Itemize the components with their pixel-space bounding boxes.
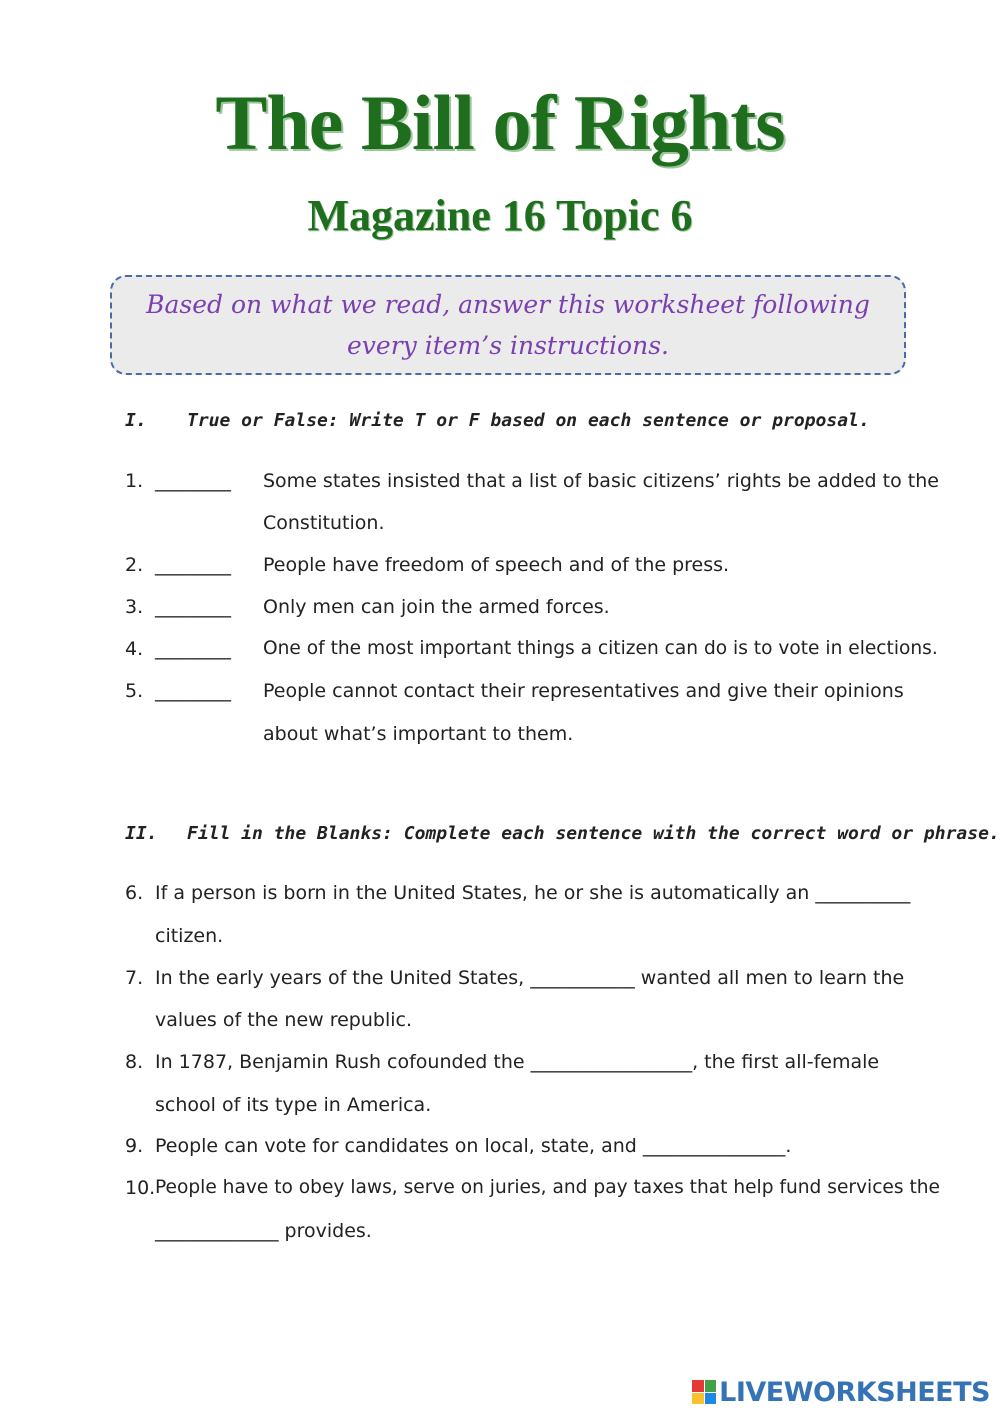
item-text[interactable]: People can vote for candidates on local, state, and _______________. <box>155 1135 792 1157</box>
item-number: 6. <box>125 882 144 904</box>
item-text-continued: school of its type in America. <box>155 1094 432 1116</box>
instruction-line-2: every item’s instructions. <box>346 331 669 360</box>
item-number: 8. <box>125 1051 144 1073</box>
answer-blank[interactable]: ________ <box>155 554 231 576</box>
item-text: Only men can join the armed forces. <box>263 596 610 618</box>
page-subtitle: Magazine 16 Topic 6 <box>307 191 693 240</box>
logo-grid-icon <box>692 1380 716 1404</box>
answer-blank[interactable]: ________ <box>155 596 231 618</box>
instruction-text <box>146 284 870 366</box>
section-2-number: II. <box>125 823 158 844</box>
item-text: People have freedom of speech and of the press. <box>263 554 730 576</box>
item-text: People cannot contact their representatives and give their opinions <box>263 680 904 702</box>
item-number: 4. <box>125 638 144 660</box>
instruction-box <box>110 275 906 375</box>
item-text: People have to obey laws, serve on juries, and pay taxes that help fund services the <box>155 1177 940 1198</box>
item-text-continued: Constitution. <box>263 512 385 534</box>
liveworksheets-logo[interactable] <box>692 1376 990 1408</box>
section-2-title: Fill in the Blanks: Complete each sentence with the correct word or phrase. <box>187 823 1000 844</box>
item-text-continued[interactable]: _____________ provides. <box>155 1220 372 1242</box>
item-text[interactable]: If a person is born in the United States, he or she is automatically an __________ <box>155 882 911 904</box>
item-text-continued: citizen. <box>155 925 224 947</box>
answer-blank[interactable]: ________ <box>155 470 231 492</box>
item-text: One of the most important things a citizen can do is to vote in elections. <box>263 638 938 659</box>
page-title: The Bill of Rights <box>215 79 785 166</box>
item-number: 10. <box>125 1177 156 1199</box>
section-2-heading <box>125 823 1000 844</box>
item-text-continued: about what’s important to them. <box>263 723 574 745</box>
section-1-heading <box>125 410 870 431</box>
item-text[interactable]: In 1787, Benjamin Rush cofounded the _________________, the first all-female <box>155 1051 880 1073</box>
logo-text: LIVEWORKSHEETS <box>719 1376 990 1408</box>
item-number: 3. <box>125 596 144 618</box>
section-1-number: I. <box>125 410 147 431</box>
instruction-line-1: Based on what we read, answer this worksheet following <box>146 290 870 319</box>
item-text: Some states insisted that a list of basic citizens’ rights be added to the <box>263 470 939 492</box>
answer-blank[interactable]: ________ <box>155 680 231 702</box>
answer-blank[interactable]: ________ <box>155 638 231 660</box>
item-number: 1. <box>125 470 144 492</box>
item-number: 7. <box>125 967 144 989</box>
item-text[interactable]: In the early years of the United States, ___________ wanted all men to learn the <box>155 967 905 989</box>
item-number: 2. <box>125 554 144 576</box>
section-1-title: True or False: Write T or F based on each sentence or proposal. <box>187 410 870 431</box>
item-text-continued: values of the new republic. <box>155 1009 413 1031</box>
item-number: 5. <box>125 680 144 702</box>
item-number: 9. <box>125 1135 144 1157</box>
